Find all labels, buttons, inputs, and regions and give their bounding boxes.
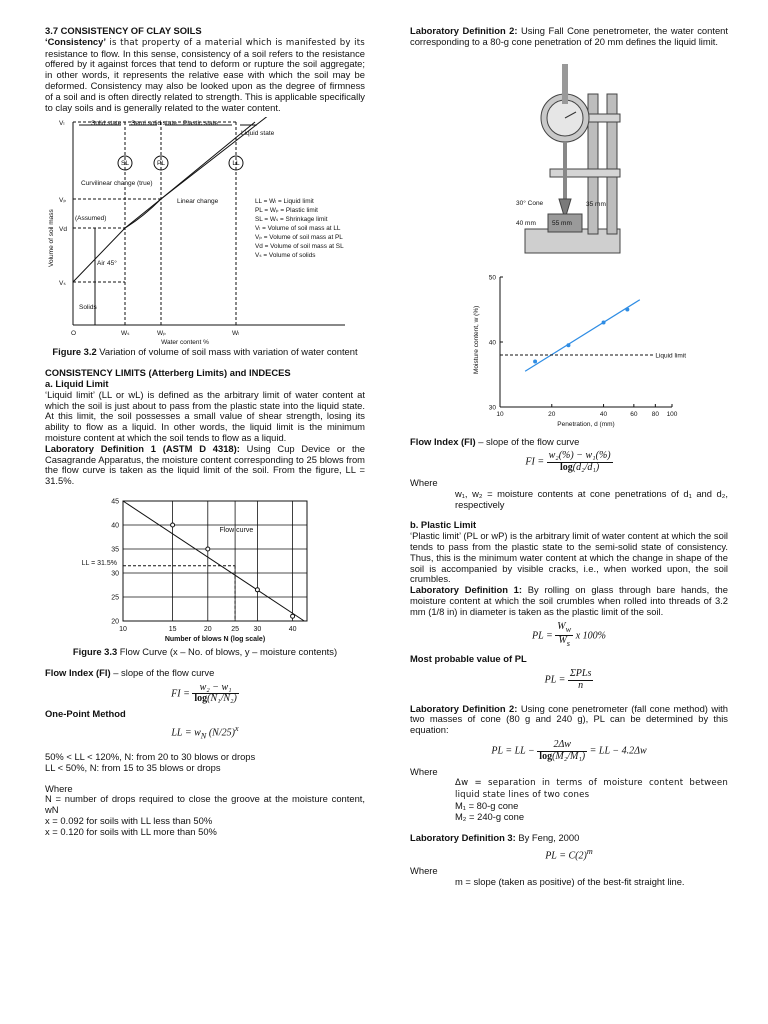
data-point: [602, 320, 606, 324]
y-axis-label: Moisture content, w (%): [473, 305, 480, 374]
figure-3-3-flow-curve: [45, 493, 365, 645]
y-tick-label: 40: [111, 522, 119, 530]
angle-label: 45°: [107, 260, 117, 268]
liquid-limit-label: Liquid limit: [655, 352, 687, 360]
lab-def-2: [410, 26, 728, 48]
x-axis-label: Number of blows N (log scale): [164, 635, 266, 643]
where-2: Where: [410, 765, 438, 777]
pl-lab-def-2-label: Laboratory Definition 2:: [410, 702, 518, 714]
left-column: [45, 26, 365, 838]
right-column: [410, 26, 728, 888]
label-vd: Vd: [59, 226, 67, 234]
x-tick-label: 40: [599, 410, 608, 418]
assumed-label: (Assumed): [75, 215, 107, 223]
range-1: 50% < LL < 120%, N: from 20 to 30 blows or drops: [45, 751, 256, 763]
pl-equation-cone: PL = LL − $\frac{2\Delta w}{\text{log(M₂/M₁)}}$ = LL − 4.2Δw: [491, 738, 647, 762]
x-tick-label: 80: [651, 410, 659, 418]
consistency-term: ‘Consistency’: [45, 35, 106, 47]
caption-text: Flow Curve (x – No. of blows, y – moisture contents): [117, 645, 338, 657]
x-axis-label: Penetration, d (mm): [557, 420, 615, 428]
legend-item: LL = Wₗ = Liquid limit: [255, 198, 314, 206]
state-semi: Semi solid state: [131, 120, 177, 128]
lab-def-1: [45, 444, 365, 487]
x-tick-label: 20: [203, 625, 212, 633]
x-tick-label: 40: [288, 625, 297, 633]
m1-definition: M₁ = 80-g cone: [455, 799, 519, 811]
pl-lab-def-3: [410, 833, 728, 844]
one-point-equation: LL = $w_N$ $(N/25)^x$: [171, 723, 239, 741]
lab-def-2-text: Using Fall Cone penetrometer, the water content corresponding to a 80-g cone penetration of 20 mm defines the liquid limit.: [410, 25, 729, 47]
plastic-limit-text: ‘Plastic limit’ (PL or wP) is the arbitrary limit of water content at which the soil tends to pass from the plastic state to the semi-solid state of consistency. Thus, this is the minimum water content at which the change in shape of the soil is accompanied by visible cracks, i.e., when worked upon, the soil crumbles.: [410, 530, 728, 585]
data-point: [566, 343, 570, 347]
pl-lab-def-1: [410, 585, 728, 617]
most-probable-title: Most probable value of PL: [410, 653, 527, 665]
figure-3-2-caption: [45, 347, 365, 358]
consistency-rest: resistance to flow. In this sense, consistency of a soil refers to the resistance offered by it against forces that tend to deform or rupture the soil aggregate; in other words, it represents the relative ease with which the soil may be deformed. Consistency may also be looked upon as the degree of firmness of a soil and is often directly related to strength. This is applicable specifically to clay soils and is generally related to the water content.: [45, 47, 365, 113]
label-wl: Wₗ: [232, 330, 240, 338]
pl-lab-def-3-label: Laboratory Definition 3:: [410, 831, 516, 843]
dim-40: 40 mm: [516, 219, 536, 227]
figure-3-2: [45, 117, 365, 345]
y-tick-label: 25: [111, 594, 119, 602]
y-tick-label: 30: [488, 404, 496, 412]
label-vl: Vₗ: [59, 120, 65, 128]
data-point: [206, 547, 210, 551]
lab-def-2-label: Laboratory Definition 2:: [410, 25, 518, 36]
caption-label: Figure 3.2: [52, 346, 97, 358]
legend-item: PL = Wₚ = Plastic limit: [255, 207, 318, 215]
y-tick-label: 20: [111, 618, 119, 626]
fall-cone-apparatus: [410, 54, 728, 269]
fig32-legend: [255, 198, 344, 259]
right-flow-index-label: Flow Index (FI): [410, 435, 476, 447]
label-origin: O: [71, 330, 77, 338]
label-ws: Wₛ: [121, 330, 130, 338]
caption-text: Variation of volume of soil mass with variation of water content: [96, 346, 358, 358]
state-solid: Solid state: [91, 120, 122, 128]
pl-equation-mean: PL = $\frac{\text{ΣPLs}}{n}$: [544, 667, 592, 691]
x-tick-label: 60: [630, 410, 638, 418]
y-tick-label: 40: [488, 339, 496, 347]
pl-lab-def-2-text: Using cone penetrometer (fall cone method) with two masses of cone (80 g and 240 g), PL can be determined by this equation:: [410, 702, 729, 736]
right-flow-index-line: [410, 437, 728, 448]
dw-definition: [410, 777, 728, 801]
legend-item: Vₗ = Volume of soil mass at LL: [255, 225, 341, 233]
consistency-lead: is that property of a material which is manifested by its: [105, 37, 365, 48]
pl-equation-feng: PL = $C(2)^m$: [545, 847, 593, 862]
section-title: 3.7 CONSISTENCY OF CLAY SOILS: [45, 25, 202, 36]
cone-penetration-chart: [410, 269, 728, 429]
m2-definition: M₂ = 240-g cone: [455, 810, 525, 822]
y-axis-label: Volume of soil mass: [48, 209, 55, 268]
flow-index-label: Flow Index (FI): [45, 666, 111, 678]
curvilinear-label: Curvilinear change (true): [81, 180, 153, 188]
x-def-1: x = 0.092 for soils with LL less than 50%: [45, 815, 213, 827]
linear-label: Linear change: [177, 198, 219, 206]
pl-lab-def-1-text: By rolling on glass through bare hands, the moisture content at which the soil crumbles when rolled into threads of 3.2 mm (1/8 in) in diameter is taken as the plastic limit of the soil.: [410, 584, 728, 617]
air-label: Air: [97, 260, 105, 268]
plastic-limit-title: b. Plastic Limit: [410, 519, 477, 531]
x-tick-label: 30: [253, 625, 262, 633]
cone-label: 30° Cone: [516, 199, 544, 207]
flow-curve-line: [123, 501, 304, 621]
y-tick-label: 35: [111, 546, 119, 554]
m-definition: m = slope (taken as positive) of the best-fit straight line.: [455, 876, 685, 888]
series-label: Flow curve: [219, 527, 254, 535]
label-vp: Vₚ: [59, 197, 67, 205]
liquid-limit-text: ‘Liquid limit’ (LL or wL) is defined as the arbitrary limit of water content at which the soil is just about to pass from the plastic state into the liquid state. At this limit, the soil possesses a small value of shear strength, losing its ability to flow as a liquid. In other words, the liquid limit is the minimum moisture content at which the soil tends to flow as a liquid.: [45, 388, 365, 443]
y-tick-label: 45: [111, 498, 119, 506]
state-plastic: Plastic state: [183, 120, 219, 128]
where-label: Where: [45, 782, 73, 794]
data-point: [171, 523, 175, 527]
lab-def-1-label: Laboratory Definition 1 (ASTM D 4318):: [45, 442, 240, 454]
data-point: [533, 359, 537, 363]
dw-def-text: Δw = separation in terms of moisture content between liquid state lines of two cones: [455, 778, 728, 801]
right-flow-index-text: – slope of the flow curve: [475, 435, 580, 447]
circle-sl: SL: [121, 160, 129, 168]
limits-title: CONSISTENCY LIMITS (Atterberg Limits) and INDECES: [45, 367, 291, 379]
pl-equation-1: PL = $\frac{W_w}{W_s}$ x 100%: [532, 620, 606, 649]
circle-ll: LL: [232, 160, 240, 168]
label-wp: Wₚ: [157, 330, 166, 338]
pl-lab-def-1-label: Laboratory Definition 1:: [410, 584, 523, 596]
pl-lab-def-2: [410, 704, 728, 736]
x-axis-label: Water content %: [161, 339, 209, 346]
circle-pl: PL: [157, 160, 165, 168]
data-point: [291, 614, 295, 618]
flow-index-line: [45, 668, 365, 679]
ll-marker-label: LL = 31.5%: [81, 559, 117, 567]
legend-item: SL = Wₛ = Shrinkage limit: [255, 216, 328, 224]
state-liquid: Liquid state: [241, 130, 275, 138]
where-3: Where: [410, 865, 438, 877]
pl-lab-def-3-text: By Feng, 2000: [515, 831, 580, 843]
y-tick-label: 50: [488, 274, 496, 282]
w-definition: w₁, w₂ = moisture contents at cone penetrations of d₁ and d₂, respectively: [455, 487, 728, 510]
flow-index-text: – slope of the flow curve: [110, 666, 215, 678]
data-point: [255, 588, 259, 592]
where-1: Where: [410, 476, 438, 488]
legend-item: Vₚ = Volume of soil mass at PL: [255, 234, 343, 242]
x-tick-label: 100: [666, 410, 678, 418]
legend-item: Vd = Volume of soil mass at SL: [255, 243, 344, 251]
x-tick-label: 15: [168, 625, 177, 633]
right-flow-index-equation: FI = $\frac{\text{w₂(\%) − w₁(\%)}}{\text{log(d₂/d₁)}}$: [525, 450, 611, 474]
x-tick-label: 25: [231, 625, 239, 633]
caption-label: Figure 3.3: [72, 645, 118, 657]
data-point: [625, 307, 629, 311]
legend-item: Vₛ = Volume of solids: [255, 252, 316, 260]
consistency-paragraph: [45, 37, 365, 114]
y-tick-label: 30: [111, 570, 119, 578]
fit-line: [525, 299, 640, 371]
one-point-title: One-Point Method: [45, 708, 126, 720]
lab-def-1-text: Using Cup Device or the Casagrande Apparatus, the moisture content corresponding to 25 blows from the flow curve is taken as the liquid limit of the soil. From the figure, LL = 31.5%.: [45, 442, 366, 487]
liquid-limit-title: a. Liquid Limit: [45, 377, 109, 389]
x-tick-label: 10: [496, 410, 504, 418]
label-vs: Vₛ: [59, 280, 66, 288]
n-definition: N = number of drops required to close the groove at the moisture content, wN: [45, 793, 365, 816]
dim-35: 35 mm: [586, 200, 606, 208]
x-tick-label: 20: [548, 410, 556, 418]
flow-index-equation: FI = $\frac{\text{w₂ − w₁}}{\text{log(N₁/N₂)}}$: [171, 681, 237, 705]
dim-55: 55 mm: [552, 219, 572, 227]
solids-label: Solids: [79, 304, 97, 312]
figure-3-3-caption: [45, 647, 365, 658]
x-def-2: x = 0.120 for soils with LL more than 50%: [45, 825, 217, 837]
range-2: LL < 50%, N: from 15 to 35 blows or drops: [45, 761, 221, 773]
x-tick-label: 10: [119, 625, 127, 633]
